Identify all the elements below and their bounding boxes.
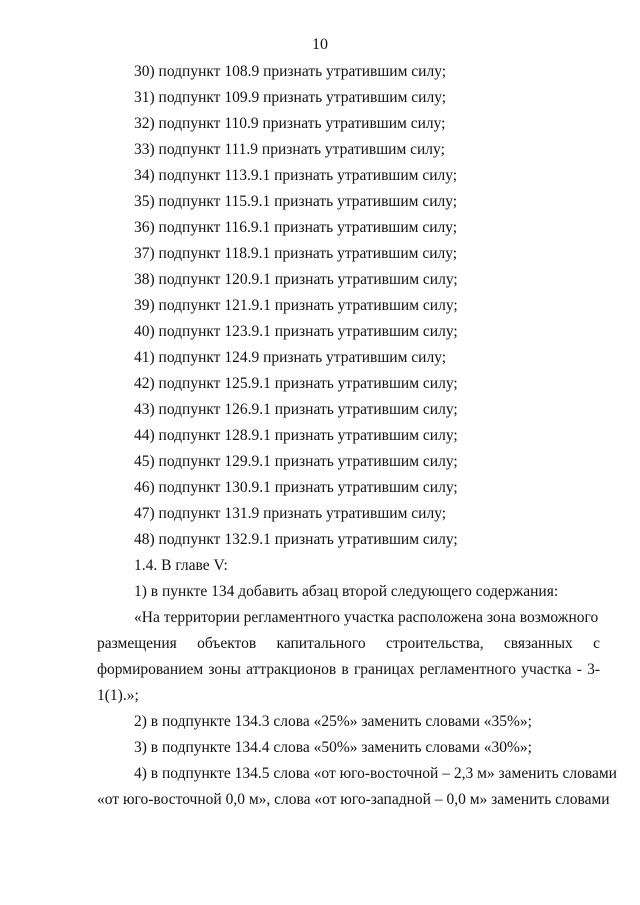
- list-item: 42) подпункт 125.9.1 признать утратившим силу;: [134, 375, 458, 392]
- list-item: 38) подпункт 120.9.1 признать утратившим силу;: [134, 271, 458, 288]
- list-item: 41) подпункт 124.9 признать утратившим силу;: [134, 349, 447, 366]
- list-item: 48) подпункт 132.9.1 признать утратившим силу;: [134, 531, 458, 548]
- list-item: 43) подпункт 126.9.1 признать утратившим силу;: [134, 401, 458, 418]
- paragraph-point-4-cont: «от юго-восточной 0,0 м», слова «от юго-западной – 0,0 м» заменить словами: [97, 791, 610, 808]
- list-item: 32) подпункт 110.9 признать утратившим силу;: [134, 115, 446, 132]
- quote-line: 1(1).»;: [97, 687, 139, 704]
- list-item: 40) подпункт 123.9.1 признать утратившим силу;: [134, 323, 458, 340]
- paragraph-point-1: 1) в пункте 134 добавить абзац второй следующего содержания:: [134, 583, 559, 600]
- list-item: 30) подпункт 108.9 признать утратившим силу;: [134, 63, 447, 80]
- list-item: 39) подпункт 121.9.1 признать утратившим силу;: [134, 297, 458, 314]
- paragraph-point-4: 4) в подпункте 134.5 слова «от юго-восточной – 2,3 м» заменить словами: [134, 765, 617, 782]
- page-number: 10: [312, 36, 328, 53]
- list-item: 34) подпункт 113.9.1 признать утратившим силу;: [134, 167, 458, 184]
- list-item: 44) подпункт 128.9.1 признать утратившим силу;: [134, 427, 458, 444]
- section-heading: 1.4. В главе V:: [134, 557, 228, 574]
- list-item: 46) подпункт 130.9.1 признать утратившим силу;: [134, 479, 458, 496]
- list-item: 37) подпункт 118.9.1 признать утратившим силу;: [134, 245, 458, 262]
- list-item: 36) подпункт 116.9.1 признать утратившим силу;: [134, 219, 458, 236]
- quote-line: формированием зоны аттракционов в границах регламентного участка - 3-: [97, 661, 600, 678]
- list-item: 45) подпункт 129.9.1 признать утратившим силу;: [134, 453, 458, 470]
- quote-line: размещения объектов капитального строительства, связанных с: [97, 635, 600, 652]
- paragraph-point-3: 3) в подпункте 134.4 слова «50%» заменить словами «30%»;: [134, 739, 532, 756]
- list-item: 31) подпункт 109.9 признать утратившим силу;: [134, 89, 447, 106]
- quote-line: «На территории регламентного участка расположена зона возможного: [134, 609, 599, 626]
- list-item: 33) подпункт 111.9 признать утратившим силу;: [134, 141, 445, 158]
- list-item: 35) подпункт 115.9.1 признать утратившим силу;: [134, 193, 458, 210]
- list-item: 47) подпункт 131.9 признать утратившим силу;: [134, 505, 447, 522]
- paragraph-point-2: 2) в подпункте 134.3 слова «25%» заменить словами «35%»;: [134, 713, 532, 730]
